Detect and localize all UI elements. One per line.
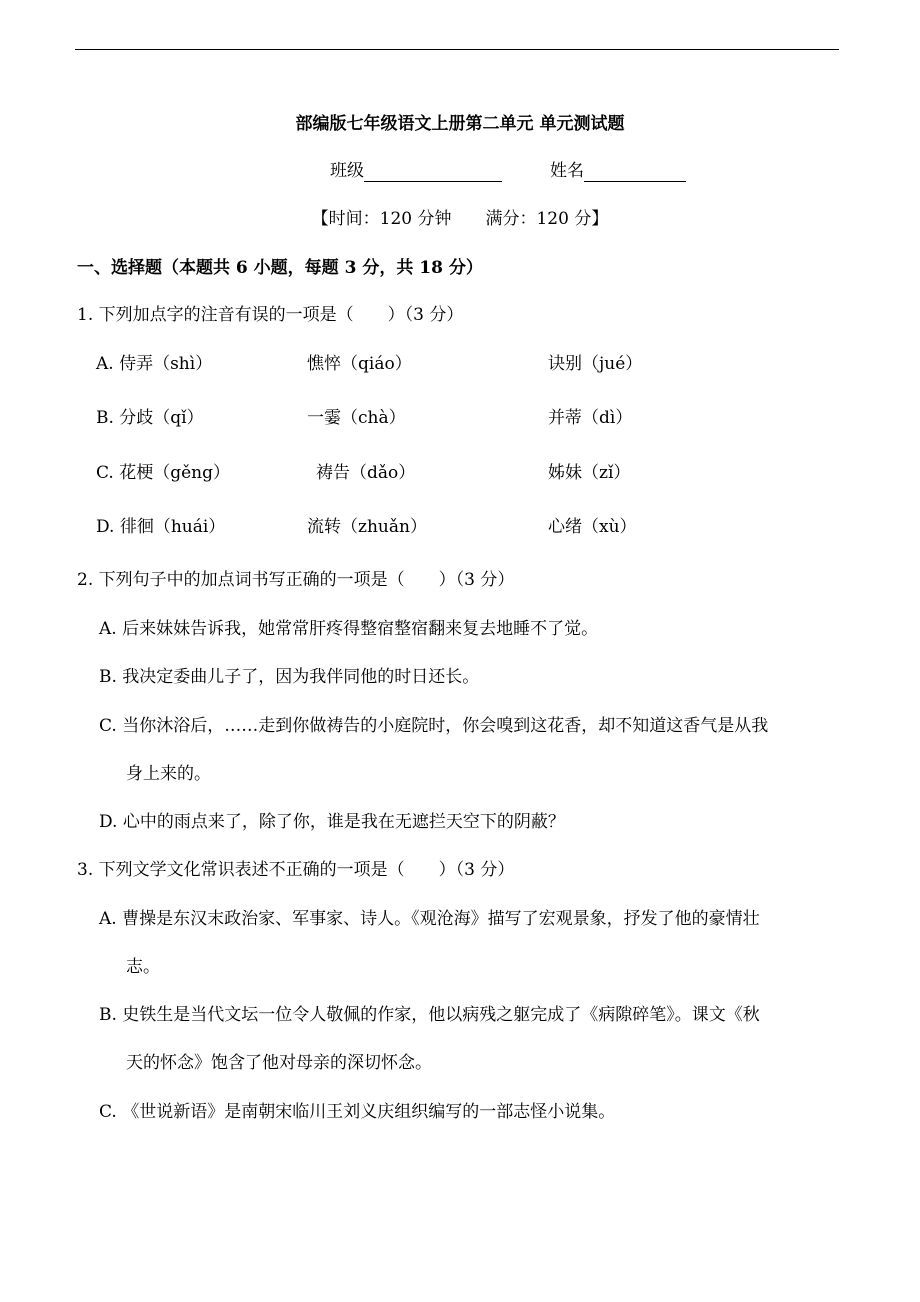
q2-option-d: D. 心中的雨点来了，除了你，谁是我在无遮拦天空下的阴蔽？ (99, 812, 565, 832)
time-info: 【时间：120 分钟 满分：120 分】 (311, 209, 609, 229)
class-input-line[interactable] (364, 163, 502, 182)
q2-option-c-line2: 身上来的。 (126, 764, 211, 784)
q2-stem: 2. 下列句子中的加点词书写正确的一项是（ ）（3 分） (77, 570, 515, 590)
class-field (330, 160, 502, 182)
q2-option-c-line1: C. 当你沐浴后，……走到你做祷告的小庭院时，你会嗅到这花香，却不知道这香气是从我 (99, 716, 769, 736)
q1-option-a1: A. 侍弄（shì） (96, 354, 213, 374)
q3-option-a-line1: A. 曹操是东汉末政治家、军事家、诗人。《观沧海》描写了宏观景象，抒发了他的豪情壮 (99, 909, 760, 929)
q2-option-a: A. 后来妹妹告诉我，她常常肝疼得整宿整宿翻来复去地睡不了觉。 (99, 619, 599, 639)
q3-option-b-line1: B. 史铁生是当代文坛一位令人敬佩的作家，他以病残之躯完成了《病隙碎笔》。课文《秋 (99, 1005, 760, 1025)
q3-stem: 3. 下列文学文化常识表述不正确的一项是（ ）（3 分） (77, 860, 515, 880)
q1-option-a2: 憔悴（qiáo） (307, 354, 412, 374)
q1-option-b3: 并蒂（dì） (548, 408, 633, 428)
section1-heading: 一、选择题（本题共 6 小题，每题 3 分，共 18 分） (77, 258, 483, 278)
header-rule (75, 49, 839, 50)
q1-option-d2: 流转（zhuǎn） (307, 517, 427, 537)
name-field (550, 160, 686, 182)
q1-option-d1: D. 徘徊（huái） (96, 517, 226, 537)
q1-option-d3: 心绪（xù） (548, 517, 637, 537)
q1-option-b1: B. 分歧（qǐ） (96, 408, 204, 428)
q1-option-c3: 姊妹（zǐ） (548, 463, 631, 483)
q1-option-c1: C. 花梗（gěng） (96, 463, 230, 483)
q3-option-a-line2: 志。 (126, 957, 160, 977)
name-label: 姓名 (550, 161, 584, 181)
q1-option-c2: 祷告（dǎo） (316, 463, 416, 483)
q3-option-c: C. 《世说新语》是南朝宋临川王刘义庆组织编写的一部志怪小说集。 (99, 1102, 616, 1122)
doc-title: 部编版七年级语文上册第二单元 单元测试题 (295, 114, 625, 134)
class-label: 班级 (330, 161, 364, 181)
q1-option-a3: 诀别（jué） (548, 354, 643, 374)
q1-option-b2: 一霎（chà） (307, 408, 406, 428)
q3-option-b-line2: 天的怀念》饱含了他对母亲的深切怀念。 (126, 1053, 432, 1073)
name-input-line[interactable] (584, 163, 686, 182)
q2-option-b: B. 我决定委曲儿子了，因为我伴同他的时日还长。 (99, 667, 480, 687)
q1-stem: 1. 下列加点字的注音有误的一项是（ ）（3 分） (77, 305, 464, 325)
